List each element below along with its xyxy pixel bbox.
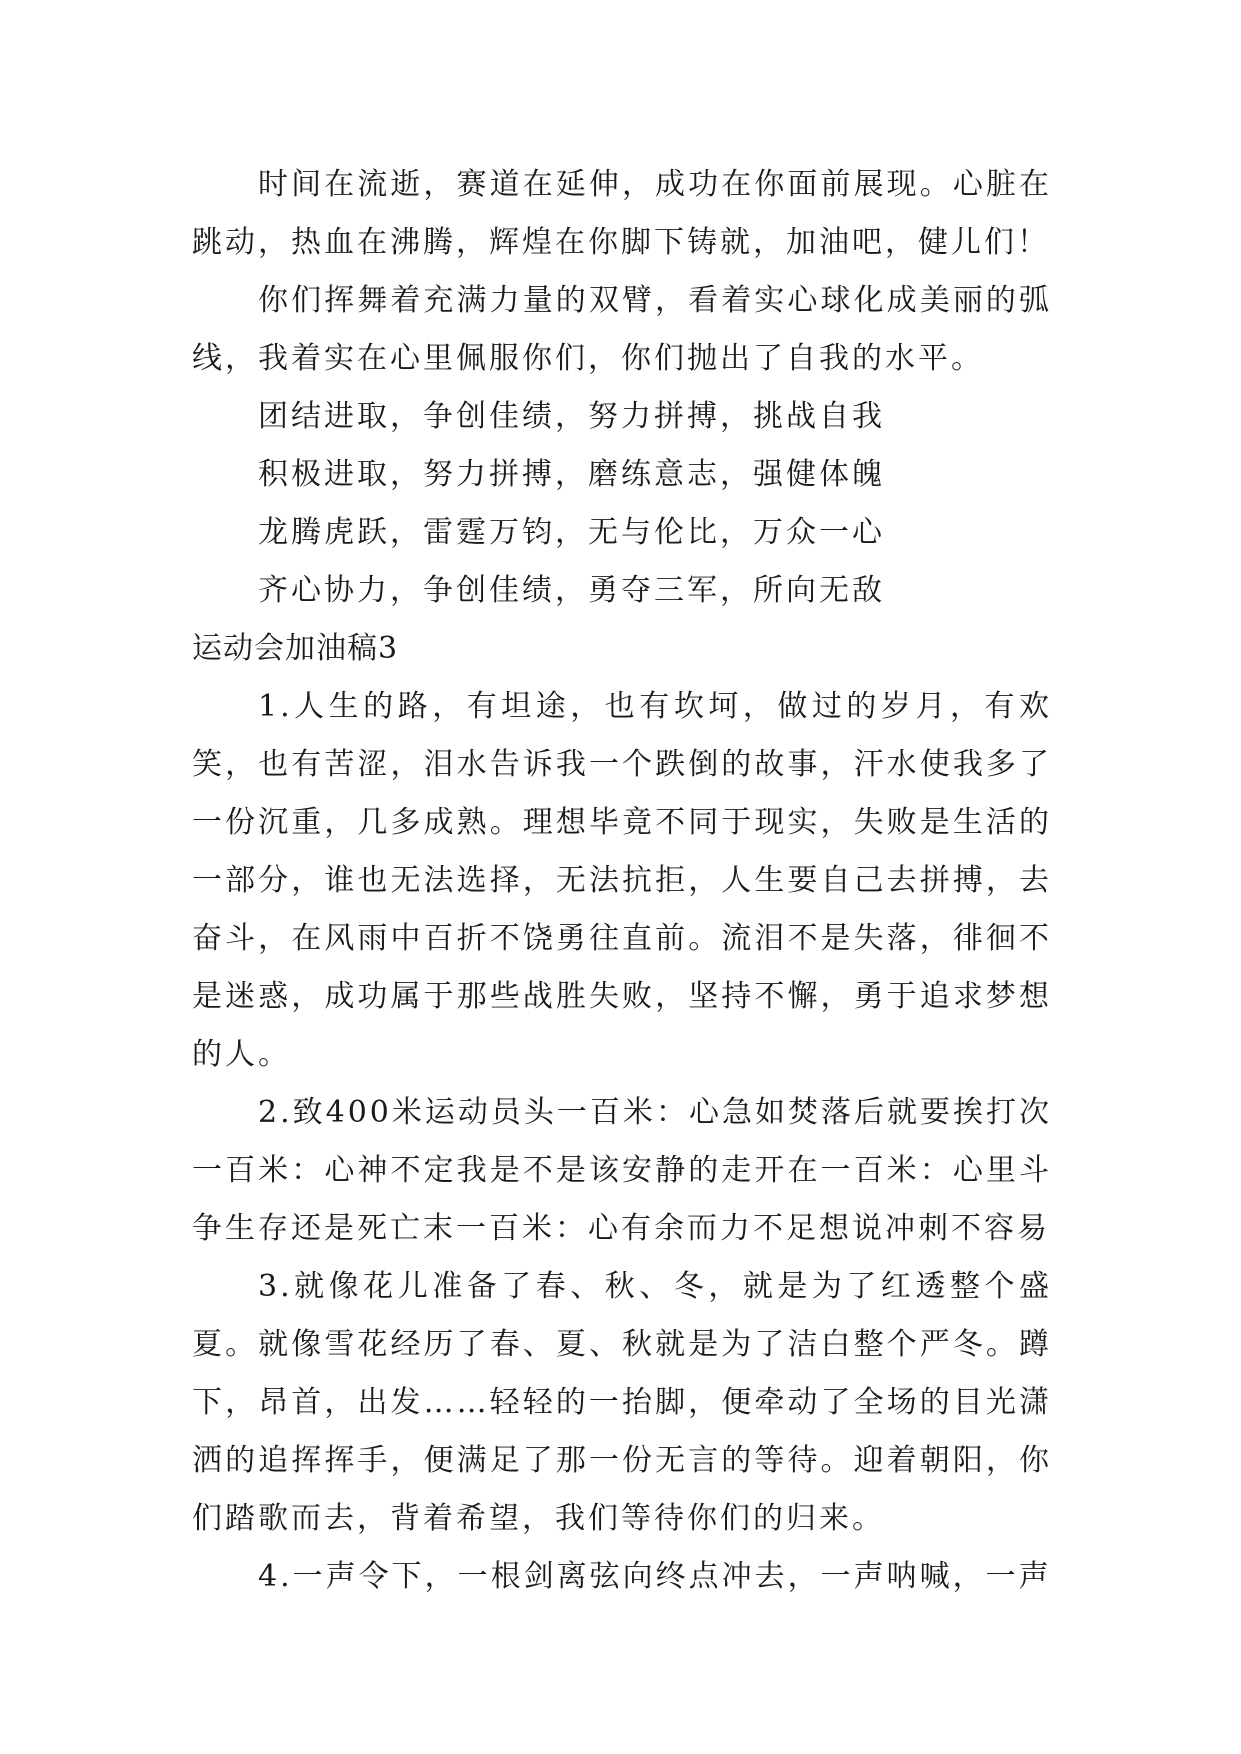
paragraph-numbered-4: 4.一声令下，一根剑离弦向终点冲去，一声呐喊，一声 xyxy=(258,1559,1052,1594)
paragraph-numbered-1: 1.人生的路，有坦途，也有坎坷，做过的岁月，有欢笑，也有苦涩，泪水告诉我一个跌倒的故事，汗水使我多了一份沉重，几多成熟。理想毕竟不同于现实，失败是生活的一部分，谁也无法选择，无法抗拒，人生要自己去拼搏，去奋斗，在风雨中百折不饶勇往直前。流泪不是失落，徘徊不是迷惑，成功属于那些战胜失败，坚持不懈，勇于追求梦想的人。 xyxy=(192,689,1052,1072)
section-heading: 运动会加油稿3 xyxy=(192,631,399,666)
paragraph-intro-1: 时间在流逝，赛道在延伸，成功在你面前展现。心脏在跳动，热血在沸腾，辉煌在你脚下铸就，加油吧，健儿们！ xyxy=(192,167,1052,260)
slogan-line-4: 齐心协力，争创佳绩，勇夺三军，所向无敌 xyxy=(258,573,885,608)
paragraph-numbered-3: 3.就像花儿准备了春、秋、冬，就是为了红透整个盛夏。就像雪花经历了春、夏、秋就是为了洁白整个严冬。蹲下，昂首，出发……轻轻的一抬脚，便牵动了全场的目光潇洒的追挥挥手，便满足了那一份无言的等待。迎着朝阳，你们踏歌而去，背着希望，我们等待你们的归来。 xyxy=(192,1269,1052,1536)
slogan-line-3: 龙腾虎跃，雷霆万钧，无与伦比，万众一心 xyxy=(258,515,885,550)
document-body xyxy=(192,156,1052,1606)
paragraph-numbered-2: 2.致400米运动员头一百米：心急如焚落后就要挨打次一百米：心神不定我是不是该安静的走开在一百米：心里斗争生存还是死亡末一百米：心有余而力不足想说冲刺不容易 xyxy=(192,1095,1052,1246)
slogan-line-1: 团结进取，争创佳绩，努力拼搏，挑战自我 xyxy=(258,399,885,434)
slogan-line-2: 积极进取，努力拼搏，磨练意志，强健体魄 xyxy=(258,457,885,492)
paragraph-intro-2: 你们挥舞着充满力量的双臂，看着实心球化成美丽的弧线，我着实在心里佩服你们，你们抛出了自我的水平。 xyxy=(192,283,1052,376)
